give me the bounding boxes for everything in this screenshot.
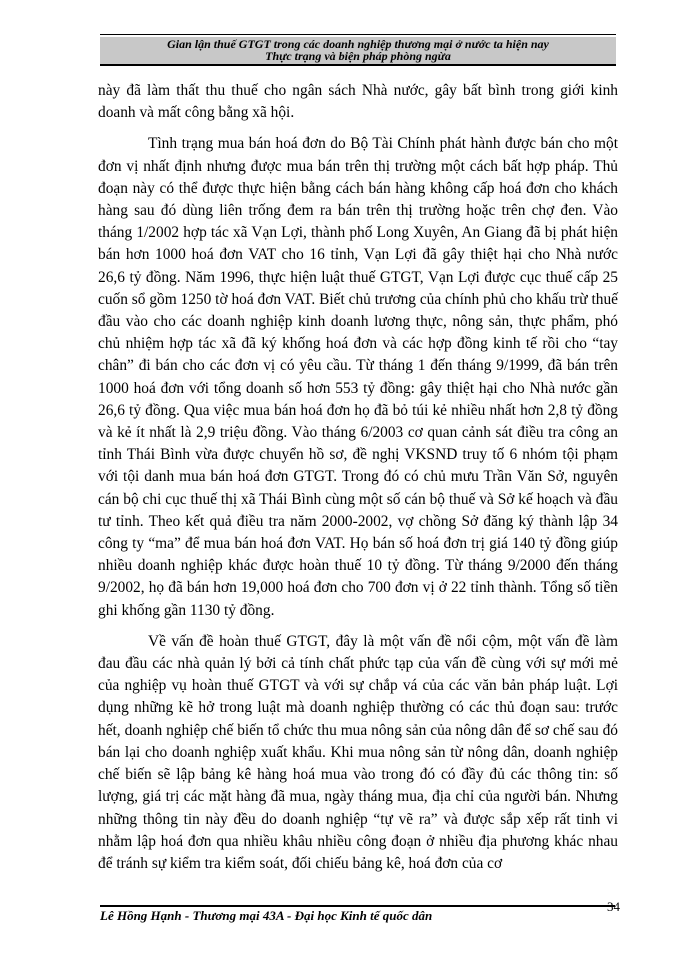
header-title-line-2: Thực trạng và biện pháp phòng ngừa: [265, 50, 451, 63]
footer-author: Lê Hồng Hạnh - Thương mại 43A - Đại học Kinh tế quốc dân: [100, 908, 433, 923]
header-title-line-1: Gian lận thuế GTGT trong các doanh nghiệp thương mại ở nước ta hiện nay: [167, 38, 549, 51]
body-text: [98, 80, 618, 875]
paragraph-continuation: này đã làm thất thu thuế cho ngân sách Nhà nước, gây bất bình trong giới kinh doanh và mất công bằng xã hội.: [98, 82, 618, 122]
paragraph-vat-refund: Về vấn đề hoàn thuế GTGT, đây là một vấn đề nổi cộm, một vấn đề làm đau đầu các nhà quản lý bởi cả tính chất phức tạp của vấn đề cùng với sự mới mẻ của nghiệp vụ hoàn thuế GTGT và với sự chắp vá của các văn bản pháp luật. Lợi dụng những kẽ hở trong luật mà doanh nghiệp thường có các thủ đoạn sau: trước hết, doanh nghiệp chế biến tổ chức thu mua nông sản của nông dân để sơ chế sau đó bán lại cho doanh nghiệp xuất khẩu. Khi mua nông sản từ nông dân, doanh nghiệp chế biến sẽ lập bảng kê hàng hoá mua vào trong đó có đầy đủ các thông tin: số lượng, giá trị các mặt hàng đã mua, ngày tháng mua, địa chỉ của người bán. Nhưng những thông tin này đều do doanh nghiệp “tự vẽ ra” và được sắp xếp rất tinh vi nhằm lập hoá đơn qua nhiều khâu nhiều công đoạn ở nhiều địa phương khác nhau để tránh sự kiểm tra kiểm soát, đối chiếu bảng kê, hoá đơn của cơ: [98, 632, 618, 872]
page-number: 34: [607, 899, 620, 914]
paragraph-invoice-trading: Tình trạng mua bán hoá đơn do Bộ Tài Chính phát hành được bán cho một đơn vị nhất định nhưng được mua bán trên thị trường một cách bất hợp pháp. Thủ đoạn này có thể được thực hiện bằng cách bán hàng không cấp hoá đơn cho khách hàng sau đó dùng liên trống đem ra bán trên thị trường hoặc trên chợ đen. Vào tháng 1/2002 hợp tác xã Vạn Lợi, thành phố Long Xuyên, An Giang đã bị phát hiện bán hơn 1000 hoá đơn VAT cho 16 tỉnh, Vạn Lợi đã gây thiệt hại cho Nhà nước 26,6 tỷ đồng. Năm 1996, thực hiện luật thuế GTGT, Vạn Lợi được cục thuế cấp 25 cuốn sổ gồm 1250 tờ hoá đơn VAT. Biết chủ trương của chính phủ cho khấu trừ thuế đầu vào cho các doanh nghiệp kinh doanh lương thực, nông sản, thực phẩm, phó chủ nhiệm hợp tác xã đã ký khống hoá đơn và các hợp đồng kinh tế rồi cho “tay chân” đi bán cho các đơn vị có yêu cầu. Từ tháng 1 đến tháng 9/1999, đã bán trên 1000 hoá đơn với tổng doanh số hơn 553 tỷ đồng: gây thiệt hại cho Nhà nước gần 26,6 tỷ đồng. Qua việc mua bán hoá đơn họ đã bỏ túi kẻ nhiều nhất hơn 2,8 tỷ đồng và kẻ ít nhất là 2,9 triệu đồng. Vào tháng 6/2003 cơ quan cảnh sát điều tra công an tỉnh Thái Bình vừa được chuyển hồ sơ, đề nghị VKSND truy tố 6 nhóm tội phạm với tội danh mua bán hoá đơn GTGT. Trong đó có chủ mưu Trần Văn Sở, nguyên cán bộ chi cục thuế thị xã Thái Bình cùng một số cán bộ thuế và Sở kế hoạch và đầu tư tỉnh. Theo kết quả điều tra năm 2000-2002, vợ chồng Sở đăng ký thành lập 34 công ty “ma” để mua bán hoá đơn VAT. Họ bán số hoá đơn trị giá 140 tỷ đồng giúp nhiều doanh nghiệp khác được hoàn thuế 10 tỷ đồng. Từ tháng 9/2000 đến tháng 9/2002, họ đã bán hơn 19,000 hoá đơn cho 700 đơn vị ở 22 tỉnh thành. Tổng số tiền ghi khống gần 1130 tỷ đồng.: [98, 135, 618, 619]
running-header: [100, 30, 616, 70]
footer-rule: [100, 905, 615, 907]
running-footer: [100, 899, 620, 939]
header-top-rule: [100, 34, 616, 35]
